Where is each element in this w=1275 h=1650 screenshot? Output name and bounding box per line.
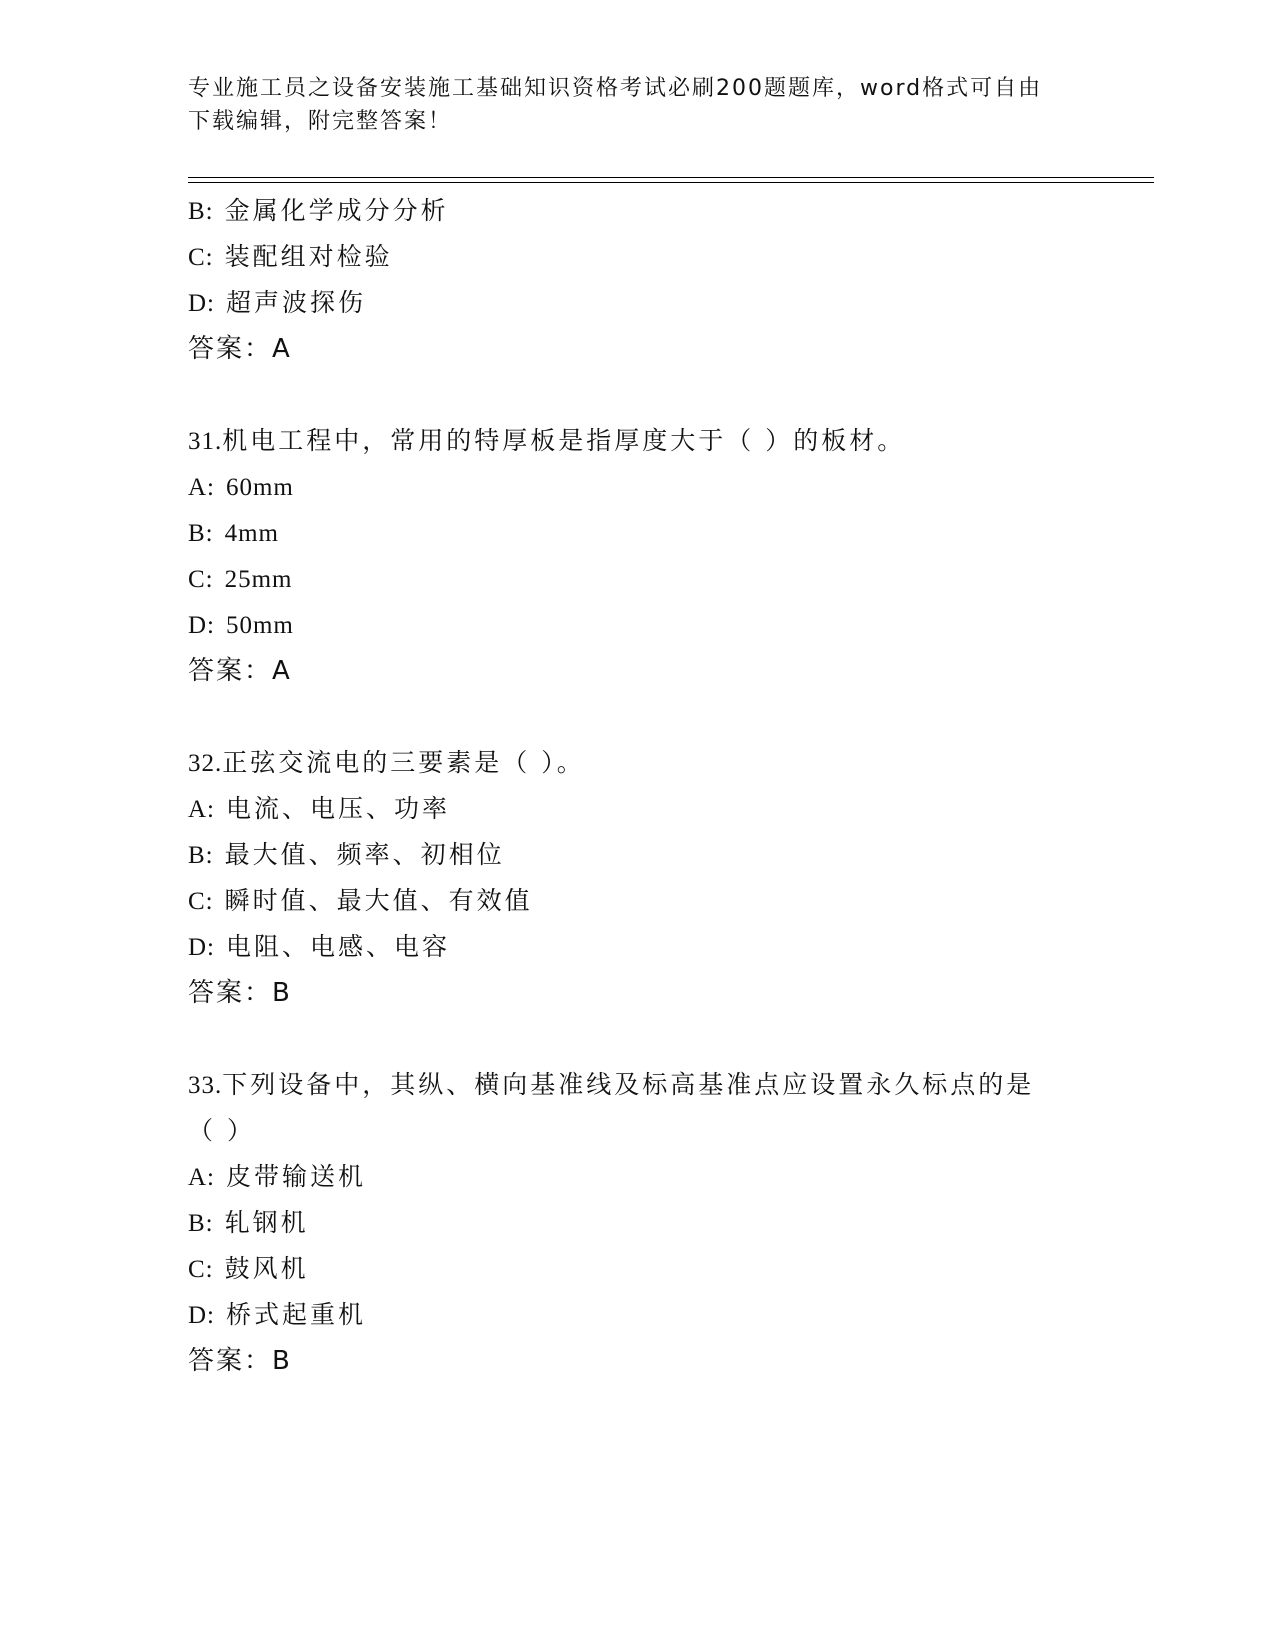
option-b: B: 4mm bbox=[188, 520, 279, 547]
header-line-2: 下载编辑，附完整答案！ bbox=[188, 109, 453, 134]
option-d: D: 超声波探伤 bbox=[188, 288, 366, 317]
header-line-1: 专业施工员之设备安装施工基础知识资格考试必刷200题题库，word格式可自由 bbox=[188, 76, 1043, 101]
option-b: B: 最大值、频率、初相位 bbox=[188, 840, 505, 869]
answer: 答案：A bbox=[188, 334, 292, 364]
option-a: A: 电流、电压、功率 bbox=[188, 794, 450, 823]
option-c: C: 鼓风机 bbox=[188, 1254, 309, 1283]
spacer bbox=[188, 1016, 1088, 1062]
option-a: A: 60mm bbox=[188, 474, 294, 501]
question-stem: 33.下列设备中，其纵、横向基准线及标高基准点应设置永久标点的是 bbox=[188, 1070, 1035, 1099]
option-c: C: 25mm bbox=[188, 566, 293, 593]
option-d: D: 电阻、电感、电容 bbox=[188, 932, 450, 961]
option-c: C: 瞬时值、最大值、有效值 bbox=[188, 886, 533, 915]
spacer bbox=[188, 372, 1088, 418]
question-30-tail bbox=[188, 188, 1088, 372]
question-list bbox=[188, 188, 1088, 1384]
option-c: C: 装配组对检验 bbox=[188, 242, 393, 271]
answer: 答案：B bbox=[188, 978, 292, 1008]
header-divider-bottom bbox=[188, 182, 1154, 183]
option-a: A: 皮带输送机 bbox=[188, 1162, 366, 1191]
option-d: D: 50mm bbox=[188, 612, 294, 639]
question-stem: 31.机电工程中，常用的特厚板是指厚度大于（ ）的板材。 bbox=[188, 426, 906, 455]
question-32 bbox=[188, 740, 1088, 1016]
option-d: D: 桥式起重机 bbox=[188, 1300, 366, 1329]
spacer bbox=[188, 694, 1088, 740]
question-stem-continued: （ ） bbox=[188, 1116, 255, 1145]
header-divider-top bbox=[188, 177, 1154, 178]
option-b: B: 轧钢机 bbox=[188, 1208, 309, 1237]
answer: 答案：B bbox=[188, 1346, 292, 1376]
answer: 答案：A bbox=[188, 656, 292, 686]
option-b: B: 金属化学成分分析 bbox=[188, 196, 449, 225]
document-header bbox=[188, 72, 1088, 138]
question-31 bbox=[188, 418, 1088, 694]
question-33 bbox=[188, 1062, 1088, 1384]
question-stem: 32.正弦交流电的三要素是（ ）。 bbox=[188, 748, 585, 777]
